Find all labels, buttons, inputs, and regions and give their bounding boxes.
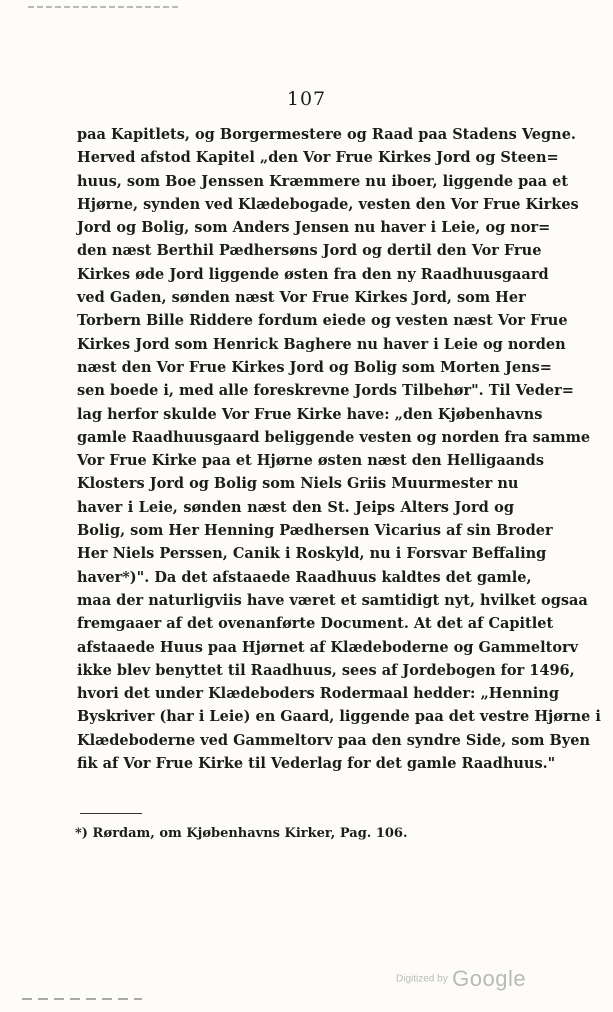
text-line: fik af Vor Frue Kirke til Vederlag for det gamle Raadhuus." [77,755,556,773]
text-line: næst den Vor Frue Kirkes Jord og Bolig som Morten Jens= [77,358,552,376]
body-text [77,123,601,775]
footnote-divider [80,813,142,814]
digitized-watermark [396,966,526,992]
text-line: maa der naturligviis have været et samtidigt nyt, hvilket ogsaa [77,591,588,609]
text-line: hvori det under Klædeboders Rodermaal hedder: „Henning [77,685,559,703]
text-line: Torbern Bille Riddere fordum eiede og vesten næst Vor Frue [77,312,568,330]
text-line: Her Niels Perssen, Canik i Roskyld, nu i Forsvar Beffaling [77,545,547,563]
text-line: lag herfor skulde Vor Frue Kirke have: „den Kjøbenhavns [77,405,543,423]
text-line: Byskriver (har i Leie) en Gaard, liggende paa det vestre Hjørne i [77,708,601,726]
text-line: haver i Leie, sønden næst den St. Jeips Alters Jord og [77,498,514,516]
google-logo: Google [452,966,527,991]
text-line: den næst Berthil Pædhersøns Jord og dertil den Vor Frue [77,242,542,260]
text-line: huus, som Boe Jenssen Kræmmere nu iboer, liggende paa et [77,172,569,190]
text-line: sen boede i, med alle foreskrevne Jords Tilbehør". Til Veder= [77,382,574,400]
scan-artifact-top [28,6,178,8]
text-line: gamle Raadhuusgaard beliggende vesten og norden fra samme [77,428,591,446]
page-number: 107 [286,88,327,110]
text-line: ved Gaden, sønden næst Vor Frue Kirkes Jord, som Her [77,289,526,307]
text-line: paa Kapitlets, og Borgermestere og Raad paa Stadens Vegne. [77,126,576,143]
text-line: Vor Frue Kirke paa et Hjørne østen næst den Helligaands [77,452,544,470]
text-line: Hjørne, synden ved Klædebogade, vesten den Vor Frue Kirkes [77,195,579,213]
text-line: Bolig, som Her Henning Pædhersen Vicarius af sin Broder [77,522,553,540]
text-line: fremgaaer af det ovenanførte Document. At det af Capitlet [77,615,554,633]
text-line: Herved afstod Kapitel „den Vor Frue Kirkes Jord og Steen= [77,149,559,167]
text-line: Kirkes øde Jord liggende østen fra den ny Raadhuusgaard [77,265,549,283]
text-line: ikke blev benyttet til Raadhuus, sees af Jordebogen for 1496, [77,661,575,679]
text-line: Jord og Bolig, som Anders Jensen nu haver i Leie, og nor= [77,219,551,237]
text-line: Kirkes Jord som Henrick Baghere nu haver i Leie og norden [77,335,566,353]
text-line: haver*)". Da det afstaaede Raadhuus kaldtes det gamle, [77,568,532,586]
watermark-prefix: Digitized by [396,973,448,985]
text-line: afstaaede Huus paa Hjørnet af Klædeboderne og Gammeltorv [77,638,579,656]
text-line: Klædeboderne ved Gammeltorv paa den syndre Side, som Byen [77,731,590,749]
footnote: *) Rørdam, om Kjøbenhavns Kirker, Pag. 106. [75,826,408,841]
scan-artifact-bottom [22,998,142,1000]
text-line: Klosters Jord og Bolig som Niels Griis Muurmester nu [77,475,519,493]
